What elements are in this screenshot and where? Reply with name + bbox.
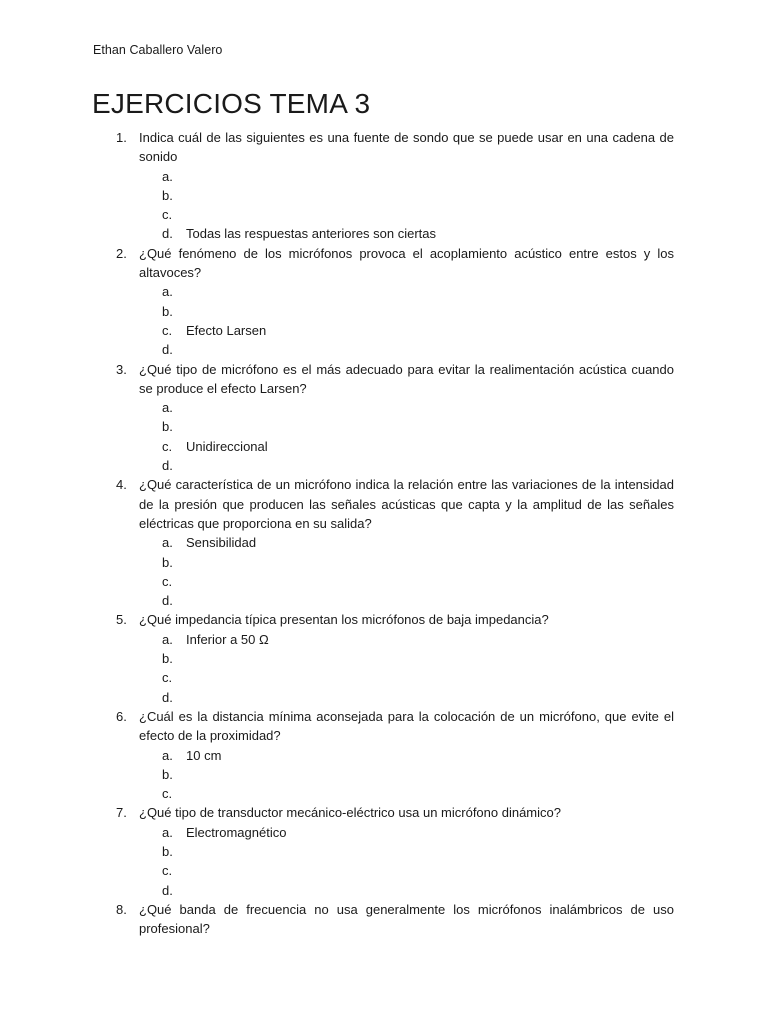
option-letter: b.	[162, 187, 173, 203]
question-item	[0, 244, 768, 360]
question-item	[0, 128, 768, 244]
question-number: 3.	[116, 361, 127, 377]
answer-option	[0, 321, 768, 340]
option-letter: a.	[162, 535, 173, 551]
question-item	[0, 360, 768, 476]
answer-option	[0, 205, 768, 224]
question-number: 1.	[116, 130, 127, 145]
answer-option	[0, 224, 768, 243]
option-letter: a.	[162, 631, 173, 647]
answer-option	[0, 861, 768, 880]
answer-option	[0, 167, 768, 186]
option-letter: c.	[162, 438, 173, 454]
answer-option	[0, 784, 768, 803]
question-text: ¿Cuál es la distancia mínima aconsejada para la colocación de un micrófono, que evite el efecto de la proximidad?	[139, 708, 674, 744]
question-text: ¿Qué fenómeno de los micrófonos provoca el acoplamiento acústico entre estos y los altavoces?	[139, 245, 674, 281]
option-letter: d.	[162, 226, 173, 242]
option-letter: c.	[162, 670, 173, 686]
answer-option	[0, 553, 768, 572]
answer-option	[0, 398, 768, 417]
option-letter: b.	[162, 303, 173, 319]
question-item	[0, 610, 768, 706]
question-number: 7.	[116, 805, 127, 821]
question-text: ¿Qué tipo de transductor mecánico-eléctrico usa un micrófono dinámico?	[139, 805, 561, 821]
option-letter: a.	[162, 824, 173, 840]
answer-options	[0, 167, 768, 244]
answer-options	[0, 398, 768, 475]
option-letter: a.	[162, 168, 173, 184]
option-text: Efecto Larsen	[186, 322, 267, 338]
question-text: ¿Qué impedancia típica presentan los micrófonos de baja impedancia?	[139, 612, 549, 628]
question-number: 5.	[116, 612, 127, 628]
answer-option	[0, 302, 768, 321]
answer-option	[0, 282, 768, 301]
question-text: ¿Qué tipo de micrófono es el más adecuado para evitar la realimentación acústica cuando se produce el efecto Larsen?	[139, 361, 674, 396]
option-letter: a.	[162, 747, 173, 763]
option-letter: d.	[162, 593, 173, 609]
answer-option	[0, 417, 768, 436]
answer-options	[0, 630, 768, 707]
answer-options	[0, 533, 768, 610]
question-list	[0, 128, 768, 938]
answer-option	[0, 340, 768, 359]
option-letter: b.	[162, 651, 173, 667]
page-title: EJERCICIOS TEMA 3	[92, 88, 371, 119]
answer-option	[0, 765, 768, 784]
answer-option	[0, 746, 768, 765]
option-letter: a.	[162, 284, 173, 300]
option-text: Unidireccional	[186, 438, 268, 454]
option-text: 10 cm	[186, 747, 222, 763]
answer-option	[0, 572, 768, 591]
question-item	[0, 803, 768, 899]
question-number: 6.	[116, 708, 127, 724]
question-text: Indica cuál de las siguientes es una fuente de sondo que se puede usar en una cadena de sonido	[139, 130, 674, 165]
option-letter: c.	[162, 573, 173, 589]
option-text: Todas las respuestas anteriores son ciertas	[186, 226, 437, 242]
answer-options	[0, 746, 768, 804]
answer-option	[0, 437, 768, 456]
question-number: 4.	[116, 477, 127, 493]
option-letter: d.	[162, 882, 173, 898]
answer-option	[0, 533, 768, 552]
option-text: Electromagnético	[186, 824, 287, 840]
option-letter: a.	[162, 400, 173, 416]
answer-option	[0, 823, 768, 842]
option-letter: d.	[162, 458, 173, 474]
question-number: 2.	[116, 245, 127, 261]
answer-option	[0, 842, 768, 861]
option-text: Sensibilidad	[186, 535, 257, 551]
answer-option	[0, 668, 768, 687]
question-item	[0, 900, 768, 939]
question-item	[0, 707, 768, 803]
option-letter: c.	[162, 863, 173, 879]
option-letter: c.	[162, 322, 173, 338]
option-letter: c.	[162, 786, 173, 802]
option-letter: b.	[162, 419, 173, 435]
option-text: Inferior a 50 Ω	[186, 631, 269, 647]
option-letter: d.	[162, 342, 173, 358]
answer-options	[0, 282, 768, 359]
question-text: ¿Qué característica de un micrófono indica la relación entre las variaciones de la intensidad de la presión que producen las señales acústicas que capta y la amplitud de las señales eléctricas que proporciona en su salida?	[139, 477, 674, 531]
answer-option	[0, 881, 768, 900]
answer-options	[0, 823, 768, 900]
answer-option	[0, 649, 768, 668]
option-letter: b.	[162, 843, 173, 859]
option-letter: b.	[162, 766, 173, 782]
answer-option	[0, 591, 768, 610]
option-letter: d.	[162, 689, 173, 705]
answer-option	[0, 688, 768, 707]
author-name: Ethan Caballero Valero	[93, 43, 223, 57]
answer-option	[0, 630, 768, 649]
question-number: 8.	[116, 901, 127, 917]
question-item	[0, 475, 768, 610]
question-text: ¿Qué banda de frecuencia no usa generalmente los micrófonos inalámbricos de uso profesional?	[139, 901, 674, 937]
answer-option	[0, 456, 768, 475]
answer-option	[0, 186, 768, 205]
option-letter: b.	[162, 554, 173, 570]
option-letter: c.	[162, 207, 173, 223]
